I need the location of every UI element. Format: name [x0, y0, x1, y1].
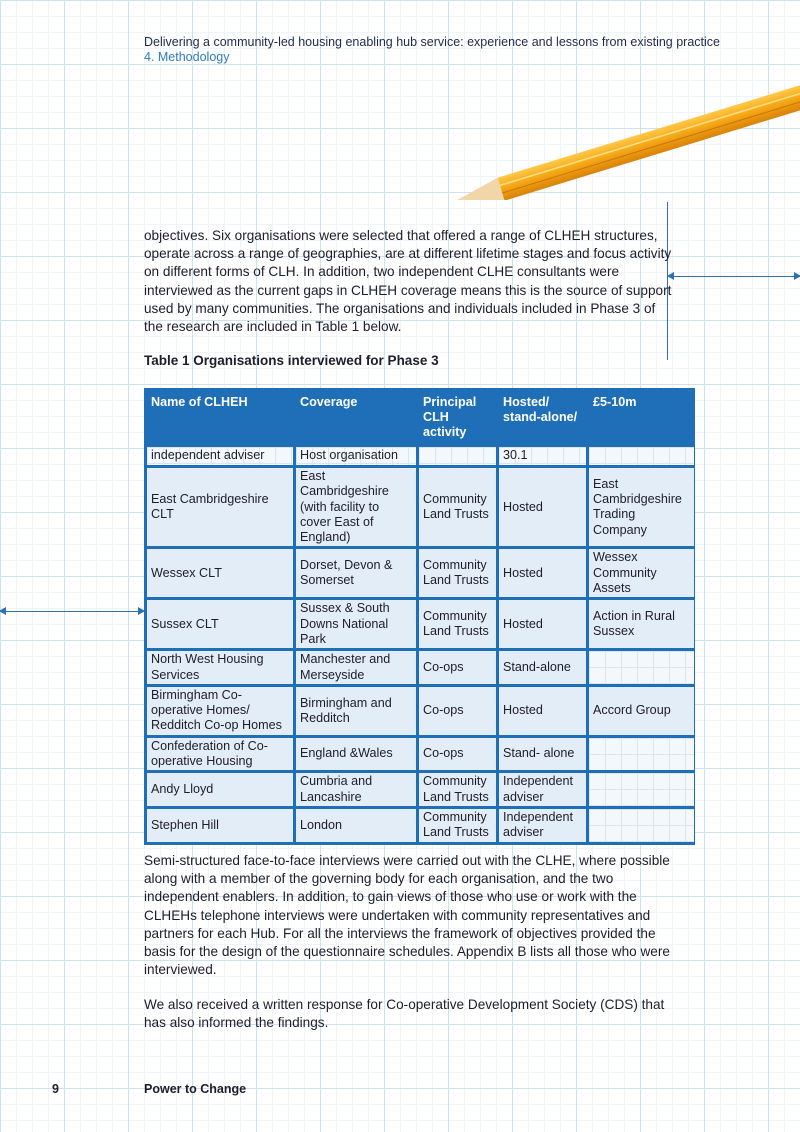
dimension-arrow-right	[668, 276, 800, 277]
table-cell: Co-ops	[419, 651, 496, 684]
table-cell: East Cambridgeshire Trading Company	[589, 468, 694, 546]
table-header-cell: Principal CLH activity	[419, 391, 496, 444]
table-cell: Confederation of Co-operative Housing	[147, 738, 293, 771]
cds-paragraph: We also received a written response for Co-operative Development Society (CDS) that has also informed the findings.	[144, 997, 665, 1031]
interviews-paragraph: Semi-structured face-to-face interviews were carried out with the CLHE, where possible along with a member of the governing body for each organisation, and the two independent enablers. In addition, to gain views of those who use or work with the CLHEHs telephone interviews were undertaken with community representatives and partners for each Hub. For all the interviews the framework of objectives provided the basis for the design of the questionnaire schedules. Appendix B lists all those who were interviewed.	[144, 853, 670, 978]
table-cell	[419, 447, 496, 465]
table-cell: East Cambridgeshire (with facility to cover East of England)	[296, 468, 416, 546]
table-cell: East Cambridgeshire CLT	[147, 468, 293, 546]
dimension-arrow-left	[0, 611, 144, 612]
table-cell: Action in Rural Sussex	[589, 600, 694, 648]
table-cell	[589, 738, 694, 771]
table-cell: Community Land Trusts	[419, 809, 496, 842]
page-number: 9	[52, 1082, 59, 1096]
table-cell: Andy Lloyd	[147, 773, 293, 806]
table-cell: Birmingham and Redditch	[296, 687, 416, 735]
table-cell: Hosted	[499, 687, 586, 735]
table-header-row	[147, 391, 694, 444]
table-cell: Community Land Trusts	[419, 468, 496, 546]
table-cell: Stand- alone	[499, 738, 586, 771]
table-cell: Host organisation	[296, 447, 416, 465]
running-header	[144, 35, 720, 65]
table-cell: Accord Group	[589, 687, 694, 735]
table-row	[147, 549, 694, 597]
table-cell: Hosted	[499, 549, 586, 597]
table-row	[147, 738, 694, 771]
table-cell	[589, 773, 694, 806]
table-cell: Community Land Trusts	[419, 600, 496, 648]
table-row	[147, 651, 694, 684]
table-caption: Table 1 Organisations interviewed for Phase 3	[144, 353, 439, 368]
table-cell: independent adviser	[147, 447, 293, 465]
table-row	[147, 809, 694, 842]
pencil-illustration	[420, 70, 800, 200]
table-cell: 30.1	[499, 447, 586, 465]
table-cell: Stand-alone	[499, 651, 586, 684]
table-cell	[589, 447, 694, 465]
table-row	[147, 600, 694, 648]
table-cell: Birmingham Co-operative Homes/ Redditch Co-op Homes	[147, 687, 293, 735]
footer-publisher: Power to Change	[144, 1082, 247, 1096]
table-header-cell: Coverage	[296, 391, 416, 444]
table-cell: London	[296, 809, 416, 842]
organisations-table	[144, 388, 695, 845]
table-row	[147, 687, 694, 735]
table-cell: Community Land Trusts	[419, 773, 496, 806]
table-cell: North West Housing Services	[147, 651, 293, 684]
table-cell: Wessex Community Assets	[589, 549, 694, 597]
table-cell: Sussex & South Downs National Park	[296, 600, 416, 648]
table-cell: Community Land Trusts	[419, 549, 496, 597]
table-cell: England &Wales	[296, 738, 416, 771]
table-cell: Dorset, Devon & Somerset	[296, 549, 416, 597]
table-cell: Stephen Hill	[147, 809, 293, 842]
table-cell: Cumbria and Lancashire	[296, 773, 416, 806]
table-header-cell: £5-10m	[589, 391, 694, 444]
table-cell: Independent adviser	[499, 773, 586, 806]
table-cell: Manchester and Merseyside	[296, 651, 416, 684]
table-cell: Co-ops	[419, 738, 496, 771]
intro-paragraph: objectives. Six organisations were selected that offered a range of CLHEH structures, operate across a range of geographies, are at different lifetime stages and focus activity on different forms of CLH. In addition, two independent CLHE consultants were interviewed as the current gaps in CLHEH coverage means this is the source of support used by many communities. The organisations and individuals included in Phase 3 of the research are included in Table 1 below.	[144, 228, 672, 335]
table-cell: Sussex CLT	[147, 600, 293, 648]
table-cell: Hosted	[499, 600, 586, 648]
table-row	[147, 773, 694, 806]
table-cell: Independent adviser	[499, 809, 586, 842]
table-cell: Co-ops	[419, 687, 496, 735]
document-title: Delivering a community-led housing enabling hub service: experience and lessons from existing practice	[144, 35, 720, 49]
table-cell: Hosted	[499, 468, 586, 546]
table-row	[147, 468, 694, 546]
table-body	[147, 447, 694, 842]
table-cell	[589, 809, 694, 842]
table-cell: Wessex CLT	[147, 549, 293, 597]
table-header-cell: Hosted/ stand-alone/	[499, 391, 586, 444]
section-label: 4. Methodology	[144, 50, 230, 64]
table-row	[147, 447, 694, 465]
table-cell	[589, 651, 694, 684]
table-header-cell: Name of CLHEH	[147, 391, 293, 444]
